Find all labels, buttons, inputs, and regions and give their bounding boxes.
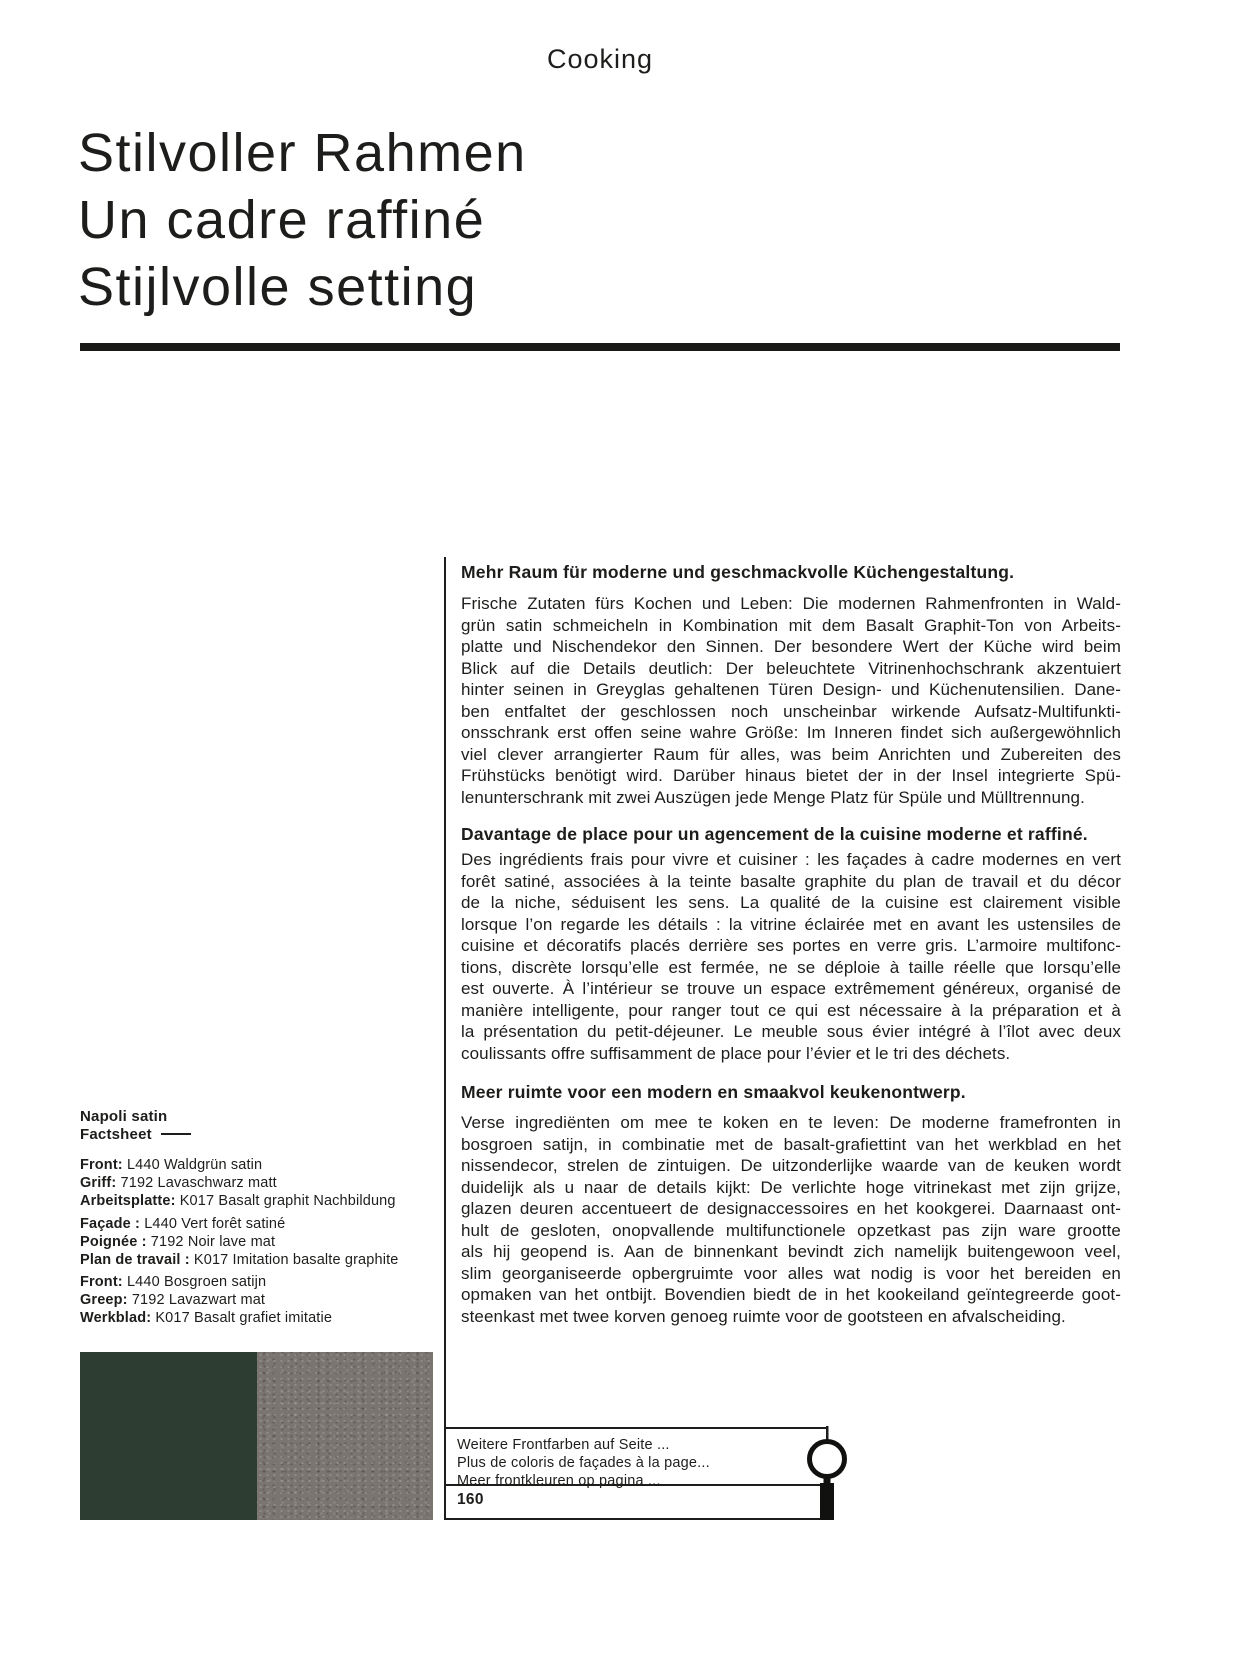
article-heading-fr: Davantage de place pour un agencement de la cuisine moderne et raffiné.	[461, 824, 1088, 844]
material-swatches	[80, 1352, 433, 1520]
factsheet-title	[80, 1108, 191, 1144]
page-number: 160	[457, 1491, 484, 1508]
article-heading-nl: Meer ruimte voor een modern en smaakvol keukenontwerp.	[461, 1082, 966, 1102]
article-heading-de: Mehr Raum für moderne und geschmackvolle Küchengestaltung.	[461, 562, 1015, 582]
page-number-box	[444, 1484, 828, 1520]
factsheet-label: Factsheet	[80, 1126, 152, 1143]
magnifier-icon	[799, 1421, 855, 1525]
article-body-nl: Verse ingrediënten om mee te koken en te leven: De moderne framefronten in bosgroen satijn, in combinatie met de basalt-grafiettint van het werkblad en het nissendecor, strelen de zintuigen. De uitzonderlijke waarde van de keuken wordt duidelijk als u naar de details kijkt: De verlichte hoge vitrinekast met zijn grijze, glazen deuren accentueert de designaccessoires en het kookgerei. Daarnaast ont- hult de gesloten, onopvallende multifunctionele opzetkast pas zijn ware grootte als hij geopend is. Aan de binnenkant bevindt zich namelijk buitengewoon veel, slim georganiseerde opbergruimte voor alles wat nodig is voor het bereiden en opmaken van het ontbijt. Bovendien biedt de in het kookeiland geïntegreerde goot- steenkast met twee korven genoeg ruimte voor de gootsteen en afvalscheiding.	[461, 1113, 1121, 1326]
factsheet-specs-fr: Façade : L440 Vert forêt satiné Poignée : 7192 Noir lave mat Plan de travail : K017 Imitation basalte graphite	[80, 1216, 399, 1269]
front-colours-note-box: Weitere Frontfarben auf Seite ... Plus de coloris de façades à la page... Meer frontkleuren op pagina ...	[444, 1427, 828, 1486]
article-body-fr: Des ingrédients frais pour vivre et cuisiner : les façades à cadre modernes en vert forêt satiné, associées à la teinte basalte graphite du plan de travail et du décor de la niche, séduisent les sens. La qualité de la cuisine est clairement visible lorsque l’on regarde les détails : la vitrine éclairée met en avant les ustensiles de cuisine et décoratifs placés derrière ses portes en verre gris. L’armoire multifonc- tions, discrète lorsqu’elle est fermée, ne se déploie à taille réelle que lorsqu’elle est ouverte. À l’intérieur se trouve un espace extrêmement généreux, organisé de manière intelligente, pour ranger tout ce qui est nécessaire à la préparation et à la présentation du petit-déjeuner. Le meuble sous évier intégré à l’îlot avec deux coulissants offre suffisamment de place pour l’évier et le tri des déchets.	[461, 850, 1121, 1063]
article-body-de: Frische Zutaten fürs Kochen und Leben: Die modernen Rahmenfronten in Wald- grün satin schmeicheln in Kombination mit dem Basalt Graphit-Ton von Arbeits- platte und Nischendekor den Sinnen. Der besondere Wert der Küche wird beim Blick auf die Details deutlich: Der beleuchtete Vitrinenhochschrank akzentuiert hinter seinen in Greyglas gehaltenen Türen Design- und Küchenutensilien. Dane- ben entfaltet der geschlossen noch unscheinbar wirkende Aufsatz-Multifunkti- onsschrank erst offen seine wahre Größe: Im Inneren findet sich außergewöhnlich viel clever arrangierter Raum für alles, was beim Anrichten und Zubereiten des Frühstücks benötigt wird. Darüber hinaus bietet der in der Insel integrierte Spü- lenunterschrank mit zwei Auszügen jede Menge Platz für Spüle und Mülltrennung.	[461, 594, 1121, 807]
factsheet-product-name: Napoli satin	[80, 1108, 168, 1125]
factsheet-specs-de: Front: L440 Waldgrün satin Griff: 7192 Lavaschwarz matt Arbeitsplatte: K017 Basalt graphit Nachbildung	[80, 1157, 396, 1210]
factsheet-specs-nl: Front: L440 Bosgroen satijn Greep: 7192 Lavazwart mat Werkblad: K017 Basalt grafiet imitatie	[80, 1274, 333, 1327]
section-header: Cooking	[546, 44, 654, 74]
factsheet-dash	[161, 1133, 191, 1135]
divider-rule	[80, 343, 1120, 351]
front-colour-swatch	[80, 1352, 257, 1520]
worktop-swatch	[257, 1352, 433, 1520]
page-title: Stilvoller Rahmen Un cadre raffiné Stijlvolle setting	[78, 123, 527, 317]
